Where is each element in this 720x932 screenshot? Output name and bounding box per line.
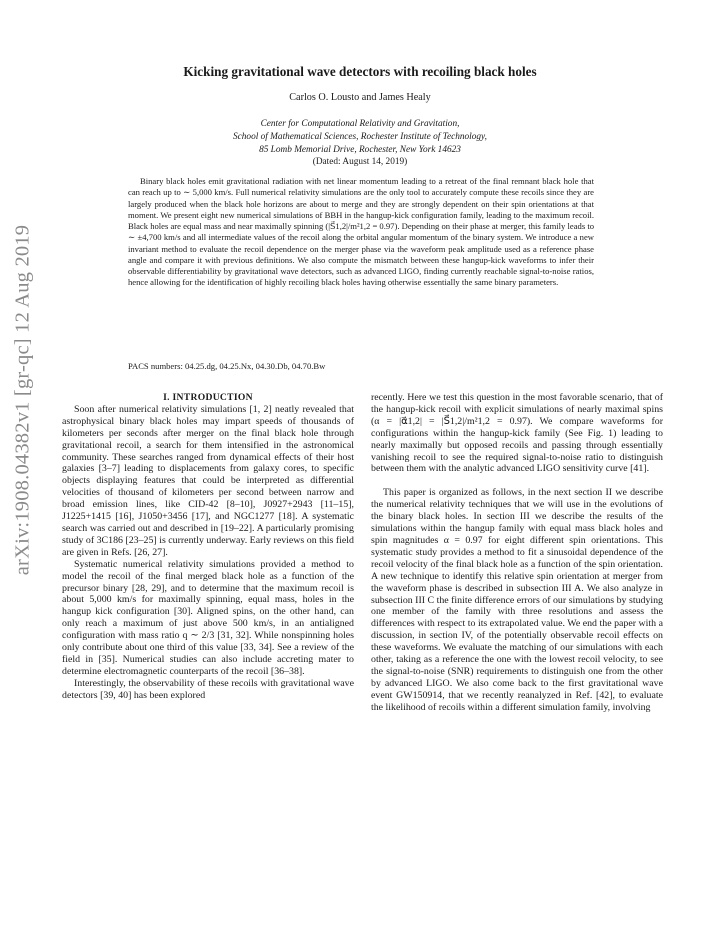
right-column: [371, 392, 663, 714]
right-paragraph-2: This paper is organized as follows, in the next section II we describe the numerical relativity techniques that we will use in the evolutions of the binary black holes. In section III we describe the results of the simulations within the hangup family with equal mass black holes and spin magnitudes α = 0.97 for eight different spin orientations. This systematic study provides a method to fit a sinusoidal dependence of the recoil velocity of the final black hole as a function of the spin orientation. A new technique to identify this relative spin orientation at merger from the waveform phase is described in subsection III A. We also analyze in subsection III C the finite difference errors of our simulations by studying one member of the family with three resolutions and assess the differences with respect to its extrapolated value. We end the paper with a discussion, in section IV, of the potentially observable recoil effects on these waveforms. We evaluate the matching of our simulations with each other, taking as a reference the one with the lowest recoil velocity, to see the signal-to-noise (SNR) requirements to distinguish one from the other by advanced LIGO. We also come back to the first gravitational wave event GW150914, that we recently reanalyzed in Ref. [42], to evaluate the likelihood of recoils within a different simulation family, involving: [371, 487, 663, 713]
date-line: (Dated: August 14, 2019): [312, 157, 408, 167]
right-paragraph-1: recently. Here we test this question in the most favorable scenario, that of the hangup-kick recoil with explicit simulations of nearly maximal spins (α = |α⃗1,2| = |S⃗1,2|/m²1,2 = 0.97). We compare waveforms for configurations within the hangup-kick family (See Fig. 1) leading to nearly maximally but opposed recoils and passing through essentially vanishing recoil to see the required signal-to-noise ratio to distinguish between them with the analytic advanced LIGO sensitivity curve [41].: [371, 392, 663, 475]
author-affiliation: [0, 118, 720, 157]
pacs-numbers: PACS numbers: 04.25.dg, 04.25.Nx, 04.30.Db, 04.70.Bw: [128, 361, 326, 371]
left-paragraph-3: Interestingly, the observability of these recoils with gravitational wave detectors [39, 40] has been explored: [62, 677, 354, 701]
affiliation-line-1: Center for Computational Relativity and Gravitation,: [260, 119, 460, 129]
left-paragraph-2: Systematic numerical relativity simulations provided a method to model the recoil of the final merged black hole as a function of the precursor binary [28, 29], and to determine that the maximum recoil is about 5,000 km/s for maximally spinning, equal mass, holes in the hangup kick configuration [30]. Aligned spins, on the other hand, can only reach a maximum of just above 500 km/s, in an antialigned configuration with mass ratio q ∼ 2/3 [31, 32]. While nonspinning holes only contribute about one third of this value [33, 34]. See a review of the field in [35]. Numerical studies can also include accreting mater to determine electromagnetic counterparts of the recoil [36–38].: [62, 558, 354, 677]
paper-title: Kicking gravitational wave detectors with recoiling black holes: [183, 64, 537, 79]
arxiv-identifier-text: arXiv:1908.04382v1 [gr-qc] 12 Aug 2019: [11, 224, 34, 576]
paper-authors: Carlos O. Lousto and James Healy: [289, 92, 431, 103]
left-column: [62, 392, 354, 702]
abstract: Binary black holes emit gravitational radiation with net linear momentum leading to a retreat of the final remnant black hole that can reach up to ∼ 5,000 km/s. Full numerical relativity simulations are the only tool to accurately compute these recoils since they are largely produced when the black hole horizons are about to merge and they are strongly dependent on their spin orientations at that moment. We present eight new numerical simulations of BBH in the hangup-kick configuration family, leading to the maximum recoil. Black holes are equal mass and near maximally spinning (|S⃗1,2|/m²1,2 = 0.97). Depending on their phase at merger, this family leads to ∼ ±4,700 km/s and all intermediate values of the recoil along the orbital angular momentum of the binary system. We introduce a new invariant method to evaluate the recoil dependence on the merger phase via the waveform peak amplitude used as a reference phase angle and compare it with previous definitions. We also compute the mismatch between these hangup-kick waveforms to infer their observable differentiability by gravitational wave detectors, such as advanced LIGO, finding currently reachable signal-to-noise ratios, hence allowing for the identification of highly recoiling black holes having otherwise essentially the same binary parameters.: [128, 176, 594, 288]
left-paragraph-1: Soon after numerical relativity simulations [1, 2] neatly revealed that astrophysical binary black holes may impart speeds of thousands of kilometers per seconds after merger on the final black hole through gravitational recoil, a search for them intensified in the astronomical community. These searches ranged from dynamical effects of their host galaxies [3–7] leading to displacements from galaxy cores, to specific objects displaying features that could be interpreted as differential velocities of thousand of kilometers per second between narrow and broad emission lines, like CID-42 [8–10], J0927+2943 [11–15], J1225+1415 [16], J1050+3456 [17], and NGC1277 [18]. A systematic search was carried out and described in [19–22]. A particularly promising study of 3C186 [23–25] is currently underway. Early reviews on this field are given in Refs. [26, 27].: [62, 403, 354, 558]
arxiv-identifier-stamp: [2, 150, 44, 650]
affiliation-line-2: School of Mathematical Sciences, Rochester Institute of Technology,: [233, 132, 487, 142]
paragraph-gap: [371, 475, 663, 487]
affiliation-line-3: 85 Lomb Memorial Drive, Rochester, New York 14623: [259, 145, 461, 155]
section-heading: I. INTRODUCTION: [163, 392, 253, 403]
